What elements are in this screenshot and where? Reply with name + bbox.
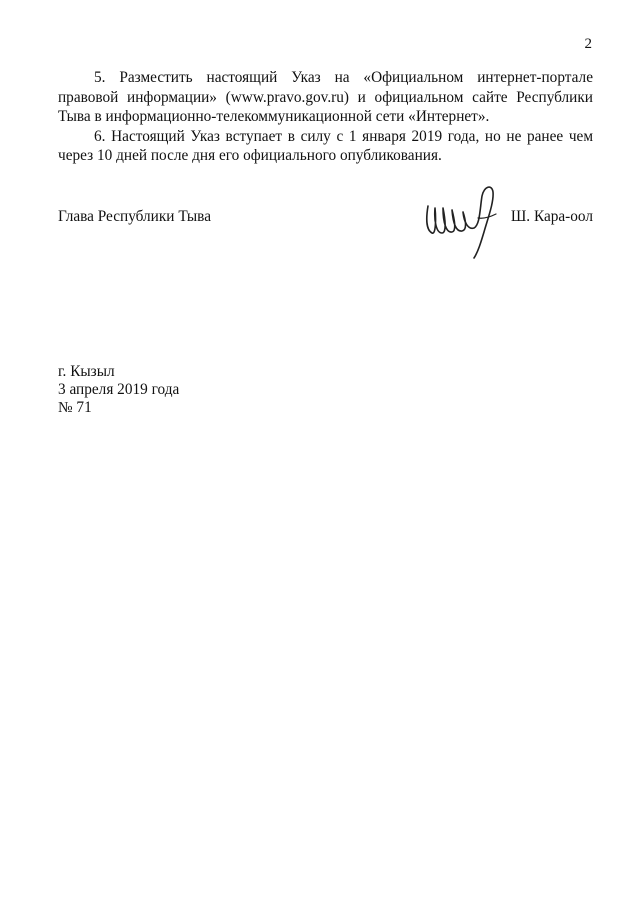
paragraph-6: 6. Настоящий Указ вступает в силу с 1 января 2019 года, но не ранее чем через 10 дней после дня его официального опубликования.: [58, 127, 593, 164]
signature-block: [58, 208, 593, 268]
handwritten-signature-icon: [418, 178, 503, 263]
signatory-position: Глава Республики Тыва: [58, 208, 211, 225]
signatory-name: Ш. Кара-оол: [510, 208, 593, 225]
decree-date: 3 апреля 2019 года: [58, 381, 180, 398]
decree-body: [58, 68, 593, 166]
page-number: 2: [584, 36, 592, 52]
decree-number: № 71: [58, 399, 92, 416]
city: г. Кызыл: [58, 363, 115, 380]
place-date-block: [58, 363, 179, 417]
paragraph-5: 5. Разместить настоящий Указ на «Официальном интернет-портале правовой информации» (www.pravo.gov.ru) и официальном сайте Республики Тыва в информационно-телекоммуникационной сети «Интернет».: [58, 69, 593, 125]
